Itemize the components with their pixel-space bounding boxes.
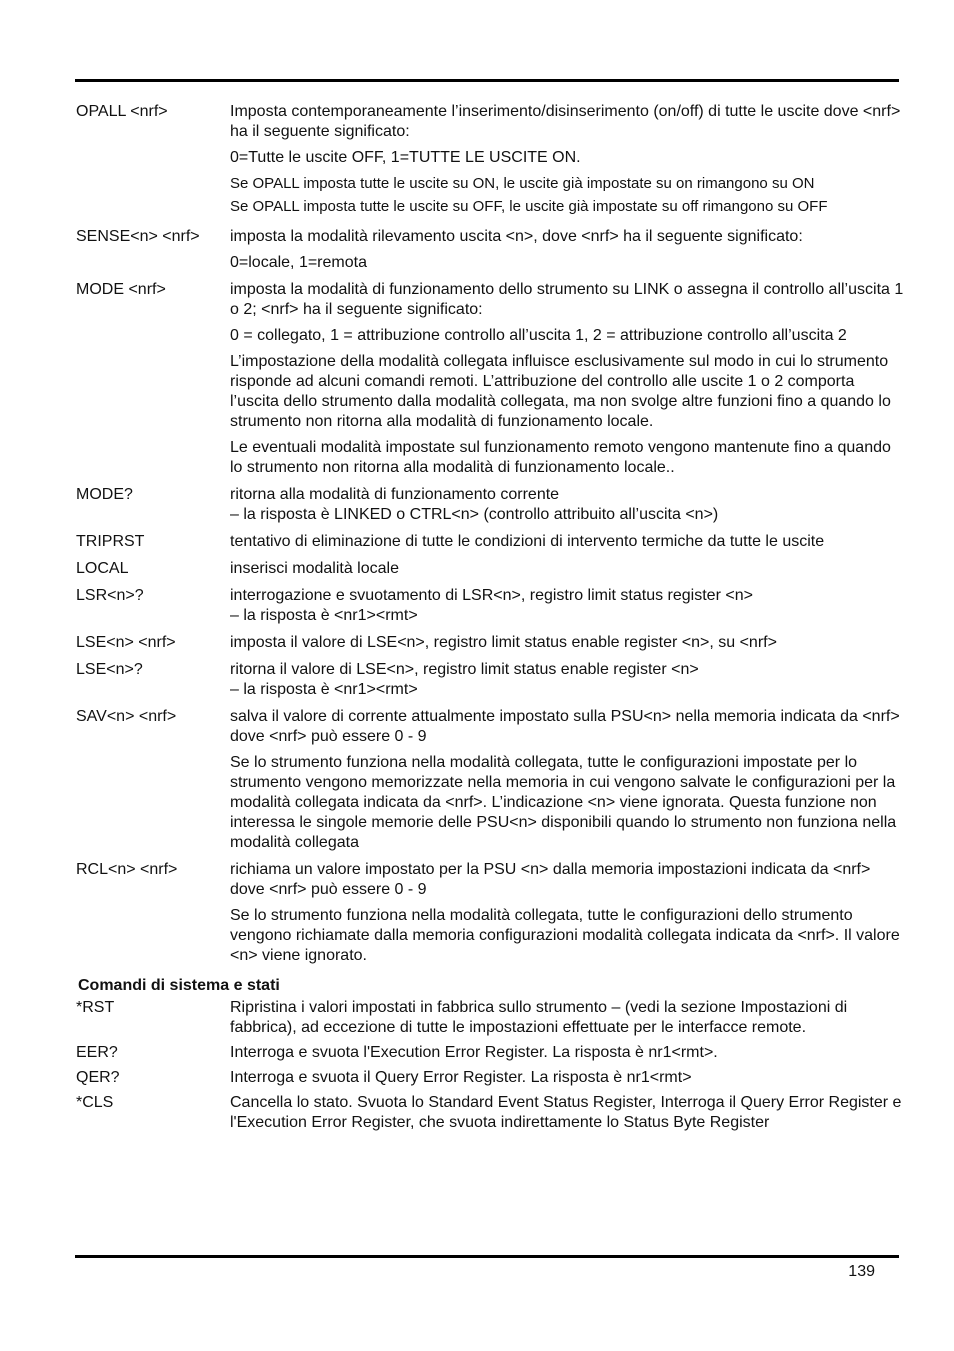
- description-paragraph: Se lo strumento funziona nella modalità collegata, tutte le configurazioni impostate per lo strumento vengono memorizzate nella memoria in cui vengono salvate le configurazioni per la modalità collegata indicata da <nrf>. L’indicazione <n> viene ignorata. Questa funzione non interessa le singole memorie delle PSU<n> disponibili quando lo strumento non funziona nella modalità collegata: [230, 754, 897, 851]
- system-command-row: [76, 998, 906, 1038]
- description-paragraph: Interroga e svuota il Query Error Register. La risposta è nr1<rmt>: [230, 1069, 692, 1086]
- section-heading: Comandi di sistema e stati: [78, 977, 280, 994]
- command-name: QER?: [76, 1069, 120, 1086]
- command-name: *CLS: [76, 1094, 114, 1111]
- command-description: [230, 1043, 906, 1063]
- description-paragraph: imposta il valore di LSE<n>, registro limit status enable register <n>, su <nrf>: [230, 634, 777, 651]
- description-paragraph: richiama un valore impostato per la PSU <n> dalla memoria impostazioni indicata da <nrf> dove <nrf> può essere 0 - 9: [230, 861, 871, 898]
- command-row: [76, 660, 906, 700]
- command-description: [230, 227, 906, 273]
- command-name: RCL<n> <nrf>: [76, 861, 178, 878]
- command-row: [76, 280, 906, 478]
- command-row: [76, 586, 906, 626]
- command-name: LSE<n> <nrf>: [76, 634, 176, 651]
- command-description: [230, 860, 906, 966]
- command-name: LOCAL: [76, 560, 129, 577]
- command-row: [76, 485, 906, 525]
- description-paragraph: Se lo strumento funziona nella modalità collegata, tutte le configurazioni dello strumento vengono richiamate dalla memoria configurazioni modalità collegata indicata da <nrf>. Il valore <n> viene ignorato.: [230, 907, 900, 964]
- command-row: [76, 102, 906, 220]
- command-row: [76, 860, 906, 966]
- description-paragraph: 0=locale, 1=remota: [230, 254, 367, 271]
- description-paragraph: Ripristina i valori impostati in fabbrica sullo strumento – (vedi la sezione Impostazioni di fabbrica), ad eccezione di tutte le impostazioni effettuate per le interfacce remote.: [230, 999, 848, 1036]
- command-description: [230, 102, 906, 220]
- description-paragraph: interrogazione e svuotamento di LSR<n>, registro limit status register <n> – la risposta è <nr1><rmt>: [230, 587, 753, 624]
- description-paragraph: ritorna il valore di LSE<n>, registro limit status enable register <n> – la risposta è <nr1><rmt>: [230, 661, 699, 698]
- description-paragraph: 0=Tutte le uscite OFF, 1=TUTTE LE USCITE ON.: [230, 149, 581, 166]
- command-name: SAV<n> <nrf>: [76, 708, 177, 725]
- command-row: [76, 532, 906, 552]
- description-paragraph: Interroga e svuota l'Execution Error Register. La risposta è nr1<rmt>.: [230, 1044, 718, 1061]
- command-description: [230, 660, 906, 700]
- command-description: [230, 559, 906, 579]
- description-paragraph: tentativo di eliminazione di tutte le condizioni di intervento termiche da tutte le uscite: [230, 533, 825, 550]
- system-command-row: [76, 1093, 906, 1133]
- page-content: [76, 102, 906, 1138]
- command-description: [230, 586, 906, 626]
- command-row: [76, 559, 906, 579]
- command-description: [230, 1068, 906, 1088]
- command-name: MODE <nrf>: [76, 281, 166, 298]
- bottom-rule: [75, 1255, 899, 1258]
- command-description: [230, 998, 906, 1038]
- description-paragraph: ritorna alla modalità di funzionamento corrente – la risposta è LINKED o CTRL<n> (controllo attribuito all’uscita <n>): [230, 486, 719, 523]
- command-row: [76, 633, 906, 653]
- command-description: [230, 485, 906, 525]
- description-paragraph: Se OPALL imposta tutte le uscite su ON, le uscite già impostate su on rimangono su ON: [230, 175, 815, 192]
- command-description: [230, 633, 906, 653]
- command-list: [76, 102, 906, 966]
- command-row: [76, 707, 906, 853]
- command-description: [230, 532, 906, 552]
- description-paragraph: L’impostazione della modalità collegata influisce esclusivamente sul modo in cui lo strumento risponde ad alcuni comandi remoti. L’attribuzione del controllo alle uscite 1 o 2 comporta l’uscita dello strumento dalla modalità collegata, ma non svolge altre funzioni fino a quando lo strumento non ritorna alla modalità di funzionamento locale.: [230, 353, 891, 430]
- command-name: TRIPRST: [76, 533, 145, 550]
- command-name: OPALL <nrf>: [76, 103, 168, 120]
- description-paragraph: inserisci modalità locale: [230, 560, 399, 577]
- description-paragraph: Imposta contemporaneamente l’inserimento/disinserimento (on/off) di tutte le uscite dove <nrf> ha il seguente significato:: [230, 103, 901, 140]
- description-paragraph: Se OPALL imposta tutte le uscite su OFF, le uscite già impostate su off rimangono su OFF: [230, 198, 828, 215]
- system-command-row: [76, 1068, 906, 1088]
- command-name: EER?: [76, 1044, 118, 1061]
- system-command-list: [76, 998, 906, 1133]
- description-paragraph: Cancella lo stato. Svuota lo Standard Event Status Register, Interroga il Query Error Register e l'Execution Error Register, che svuota indirettamente lo Status Byte Register: [230, 1094, 902, 1131]
- system-command-row: [76, 1043, 906, 1063]
- command-description: [230, 1093, 906, 1133]
- description-paragraph: imposta la modalità rilevamento uscita <n>, dove <nrf> ha il seguente significato:: [230, 228, 803, 245]
- description-paragraph: imposta la modalità di funzionamento dello strumento su LINK o assegna il controllo all’uscita 1 o 2; <nrf> ha il seguente significato:: [230, 281, 904, 318]
- command-description: [230, 280, 906, 478]
- command-name: *RST: [76, 999, 115, 1016]
- description-paragraph: Le eventuali modalità impostate sul funzionamento remoto vengono mantenute fino a quando lo strumento non ritorna alla modalità di funzionamento locale..: [230, 439, 891, 476]
- top-rule: [75, 79, 899, 82]
- description-paragraph: 0 = collegato, 1 = attribuzione controllo all’uscita 1, 2 = attribuzione controllo all’uscita 2: [230, 327, 847, 344]
- page-number: 139: [848, 1263, 875, 1280]
- description-paragraph: salva il valore di corrente attualmente impostato sulla PSU<n> nella memoria indicata da <nrf> dove <nrf> può essere 0 - 9: [230, 708, 900, 745]
- command-row: [76, 227, 906, 273]
- command-description: [230, 707, 906, 853]
- command-name: SENSE<n> <nrf>: [76, 228, 200, 245]
- command-name: MODE?: [76, 486, 133, 503]
- command-name: LSR<n>?: [76, 587, 144, 604]
- command-name: LSE<n>?: [76, 661, 143, 678]
